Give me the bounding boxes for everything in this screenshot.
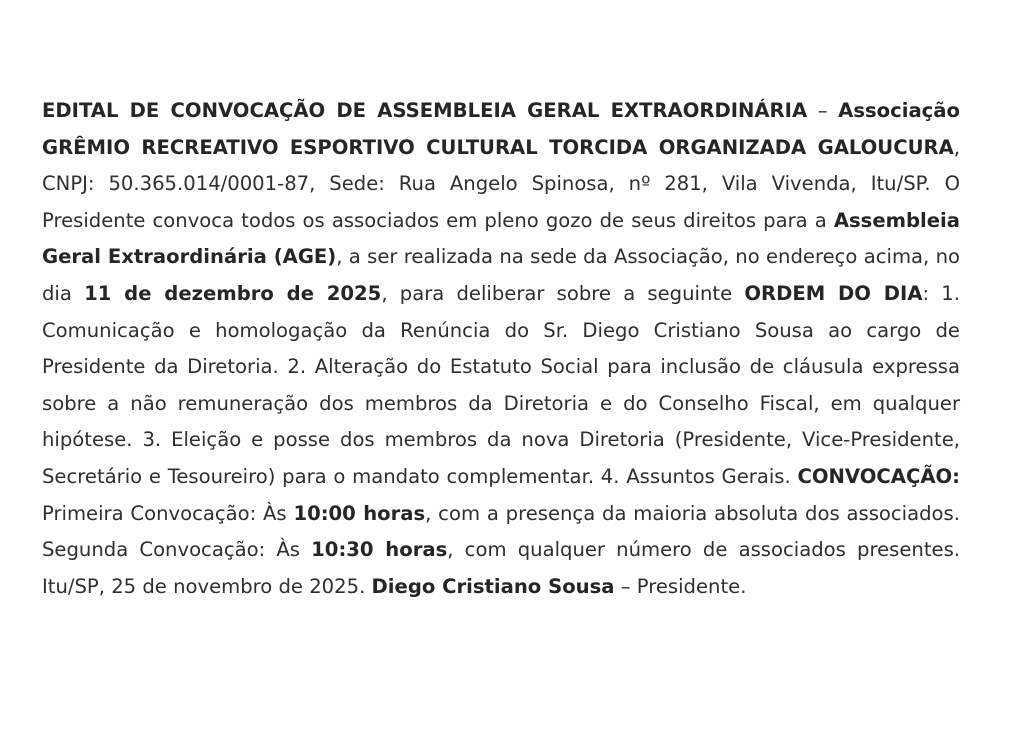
association-name: GRÊMIO RECREATIVO ESPORTIVO CULTURAL TORCIDA ORGANIZADA GALOUCURA bbox=[42, 135, 954, 159]
closing-text: , com qualquer número de associados presentes. Itu/SP, 25 de novembro de 2025. bbox=[42, 538, 961, 598]
notice-title: EDITAL DE CONVOCAÇÃO DE ASSEMBLEIA GERAL EXTRAORDINÁRIA bbox=[42, 99, 808, 122]
second-call-text: , com a presença da maioria absoluta dos associados. Segunda Convocação: Às bbox=[42, 501, 960, 562]
signer-name: Diego Cristiano Sousa bbox=[371, 574, 615, 598]
signer-role: – Presidente. bbox=[614, 574, 747, 598]
convocation-heading: CONVOCAÇÃO: bbox=[797, 464, 960, 488]
second-call-time: 10:30 horas bbox=[311, 538, 448, 562]
agenda-items: : 1. Comunicação e homologação da Renúncia do Sr. Diego Cristiano Sousa ao cargo de Presidente da Diretoria. 2. Alteração do Estatuto Social para inclusão de cláusula expressa sobre a não remuneração dos membros da Diretoria e do Conselho Fiscal, em qualquer hipótese. 3. Eleição e posse dos membros da nova Diretoria (Presidente, Vice-Presidente, Secretário e Tesoureiro) para o mandato complementar. 4. Assuntos Gerais. bbox=[42, 281, 960, 488]
cnpj-sede-text: , CNPJ: 50.365.014/0001-87, Sede: Rua Angelo Spinosa, nº 281, Vila Vivenda, Itu/SP. O Presidente convoca todos os associados em pleno gozo de seus direitos para a bbox=[42, 135, 960, 232]
first-call-text: Primeira Convocação: Às bbox=[42, 501, 294, 525]
separator-dash: – bbox=[807, 99, 839, 122]
location-text: , a ser realizada na sede da Associação, no endereço acima, no dia bbox=[42, 245, 960, 305]
edital-notice bbox=[42, 93, 960, 605]
first-call-time: 10:00 horas bbox=[293, 501, 426, 525]
meeting-date: 11 de dezembro de 2025 bbox=[84, 281, 382, 305]
agenda-heading: ORDEM DO DIA bbox=[744, 281, 923, 305]
deliberate-text: , para deliberar sobre a seguinte bbox=[381, 281, 745, 305]
association-word: Associação bbox=[838, 99, 960, 122]
age-name: Assembleia Geral Extraordinária (AGE) bbox=[42, 208, 960, 269]
